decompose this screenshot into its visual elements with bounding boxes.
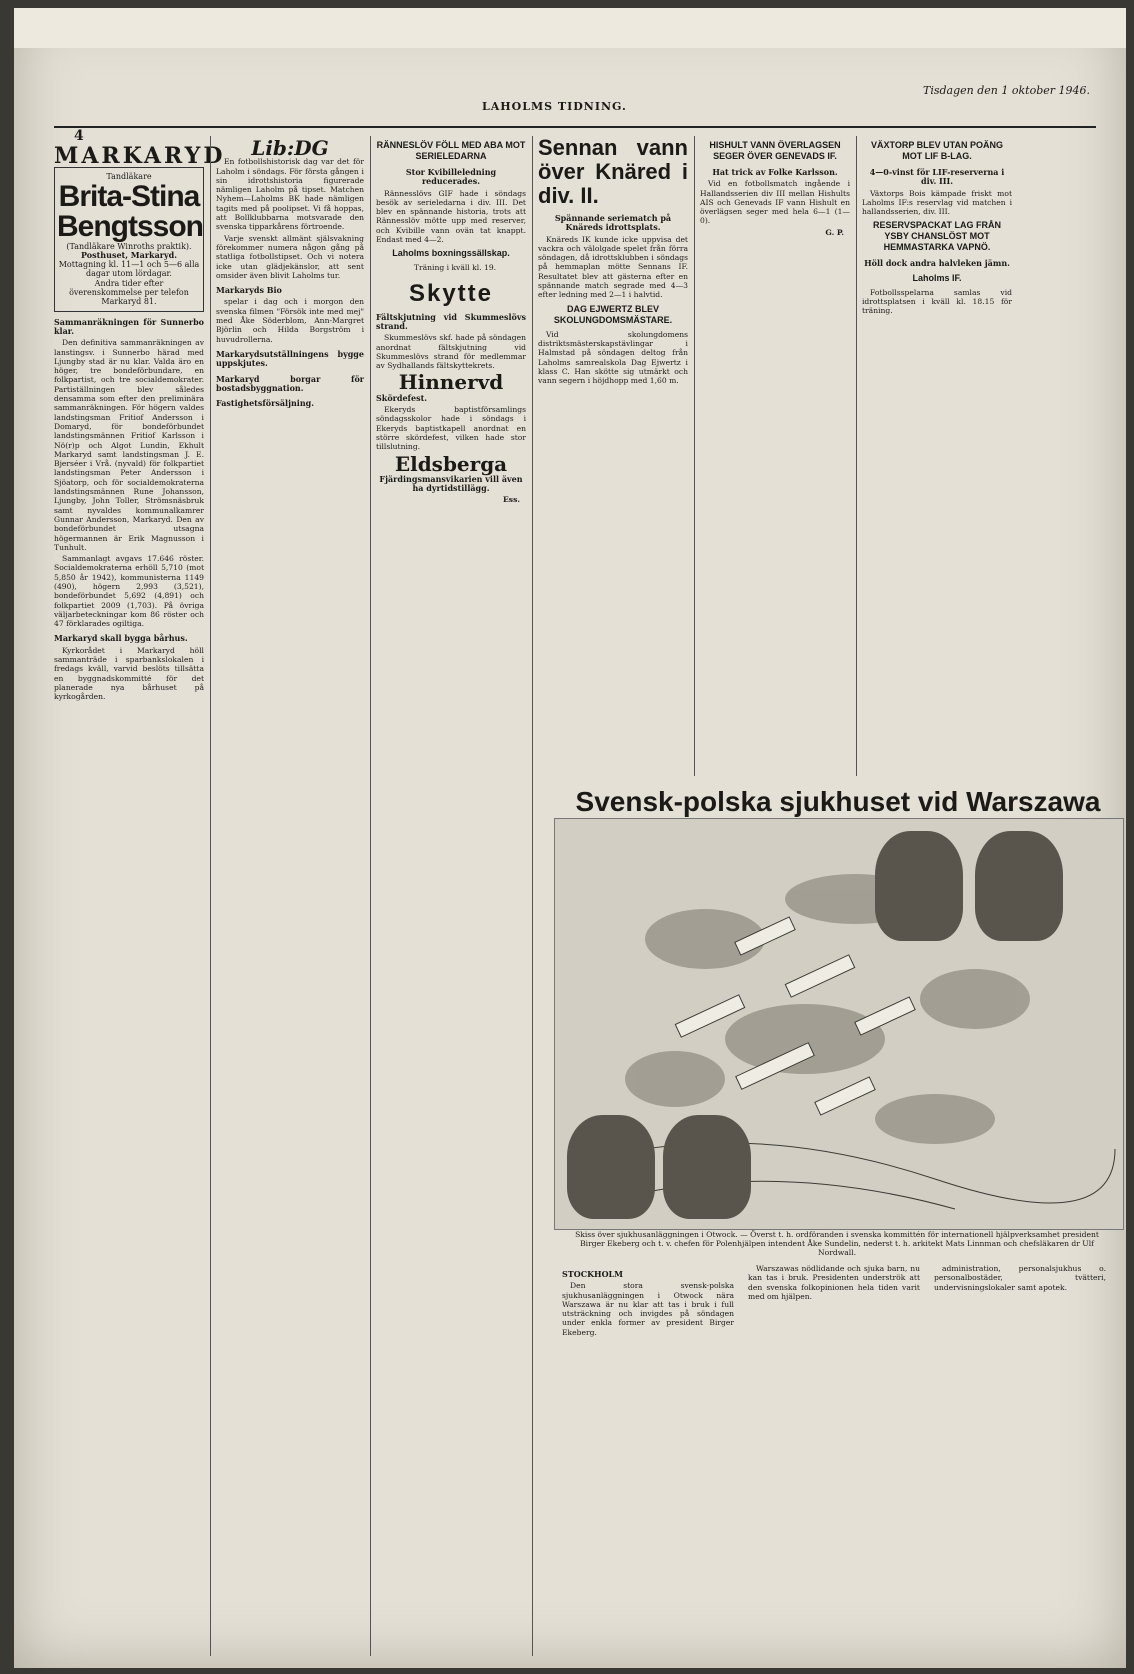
article-subheading: Fältskjutning vid Skummeslövs strand. bbox=[376, 311, 526, 331]
article-text: administration, personalsjukhus o. personalbostäder, tvätteri, undervisningslokaler samt apotek. bbox=[934, 1264, 1106, 1292]
column-rule bbox=[694, 136, 695, 776]
feature-column-1 bbox=[562, 1264, 734, 1644]
article-text: Knäreds IK kunde icke uppvisa det vackra och välolgade spelet från förra söndagen, då idrottsklubben i söndags på hemmaplan mötte Sennans IF. Resultatet blev att gästerna efter en spännande match segrade med 4—3 efter ledning med 2—1 i halvtid. bbox=[538, 234, 688, 300]
portrait-photo bbox=[663, 1115, 751, 1219]
column-dg bbox=[216, 136, 364, 1656]
section-title: MARKARYD bbox=[54, 143, 226, 169]
article-subheading: Skördefest. bbox=[376, 392, 428, 403]
article-text: Warszawas nödlidande och sjuka barn, nu kan tas i bruk. Presidenten underströk att den svenska folkopinionen hela tiden varit med om hjälpen. bbox=[748, 1264, 920, 1301]
article-subheading: Höll dock andra halvleken jämn. bbox=[864, 258, 1010, 269]
portrait-photo bbox=[875, 831, 963, 941]
ad-line-1: (Tandläkare Winroths praktik). bbox=[66, 241, 192, 251]
article-subheading: Stor Kvibilleledning reducerades. bbox=[405, 167, 497, 187]
ad-line-3: Mottagning kl. 11—1 och 5—6 alla dagar utom lördagar. bbox=[58, 260, 200, 279]
article-text: Träning i kväll kl. 19. bbox=[413, 263, 497, 273]
byline: Ess. bbox=[503, 495, 520, 505]
article-heading: HISHULT VANN ÖVERLAGSEN SEGER ÖVER GENEVADS IF. bbox=[709, 140, 841, 161]
column-vaxtorp bbox=[862, 136, 1012, 776]
article-headline: Sennan vann över Knäred i div. II. bbox=[538, 135, 688, 208]
section-eldsberga: Eldsberga bbox=[394, 451, 508, 476]
article-text: Kyrkorådet i Markaryd höll sammanträde i sparbankslokalen i fredags kväll, varvid beslöts tillsätta en byggnadskommitté för det planerade nya bårhuset på kyrkogården. bbox=[54, 645, 204, 702]
article-text: Sammanlagt avgavs 17.646 röster. Socialdemokraterna erhöll 5,710 (mot 5,850 år 1942), kommunisterna 1149 (490), högern 2,993 (3,521), bondeförbundet 5,692 (4,891) och folkpartiet 2009 (1,703). På övriga väljarbeteckningar kom 86 röster och 47 förklarades ogiltiga. bbox=[54, 554, 204, 629]
feature-column-3 bbox=[934, 1264, 1106, 1644]
article-subheading: 4—0-vinst för LIF-reserverna i div. III. bbox=[869, 167, 1005, 187]
column-sennan bbox=[538, 136, 688, 776]
column-sport bbox=[376, 136, 526, 1656]
dateline: STOCKHOLM bbox=[562, 1269, 624, 1279]
header-rule bbox=[54, 126, 1096, 128]
newspaper-page bbox=[14, 8, 1126, 1668]
masthead: LAHOLMS TIDNING. bbox=[482, 100, 627, 113]
ad-line-4: Andra tider efter överenskommelse per telefon Markaryd 81. bbox=[69, 278, 189, 307]
ad-name: Brita-Stina Bengtsson bbox=[57, 179, 204, 243]
portrait-photo bbox=[975, 831, 1063, 941]
article-text: Den stora svensk-polska sjukhusanläggningen i Otwock nära Warszawa är nu klar att tas i bruk i full utsträckning och invigdes på söndagen under enkla former av president Birger Ekeberg. bbox=[562, 1281, 734, 1337]
article-heading: Markaryds Bio bbox=[216, 285, 282, 296]
column-rule bbox=[370, 136, 371, 1656]
article-text: Vid skolungdomens distriktsmästerskapstävlingar i Halmstad på söndagen deltog från Laholms samrealskola Dag Ejwertz i klass C. Han skötte sig utmärkt och vann segern i höjdhopp med 1,60 m. bbox=[538, 329, 688, 386]
article-heading: Markarydsutställningens bygge uppskjutes. bbox=[216, 348, 364, 369]
article-heading: Sammanräkningen för Sunnerbo klar. bbox=[54, 316, 204, 336]
article-text: Varje svenskt allmänt själsvakning förekommer numera någon gång på statliga fotbollstipset. Och vi notera icke utan glädjekänslor, att sent omsider även blivit Laholms tur. bbox=[216, 233, 364, 280]
column-hishult bbox=[700, 136, 850, 776]
column-rule bbox=[210, 136, 211, 1656]
article-heading: Laholms boxningssällskap. bbox=[392, 248, 510, 259]
article-heading: RÄNNESLÖV FÖLL MED ABA MOT SERIELEDARNA bbox=[376, 140, 526, 161]
article-heading: RESERVSPACKAT LAG FRÅN YSBY CHANSLÖST MOT HEMMASTARKA VAPNÖ. bbox=[872, 220, 1001, 253]
article-text: En fotbollshistorisk dag var det för Laholm i söndags. För första gången i sin idrottshistoria figurerade nämligen Laholm på tipset. Matchen Nyhem—Laholms BK hade nämligen tagits med på poolipset. Vi få hoppas, att Bollklubbarna motsvarade den svenska tipparkårens förtroende. bbox=[216, 157, 364, 232]
article-subheading: Hat trick av Folke Karlsson. bbox=[712, 167, 838, 177]
article-text: Växtorps Bois kämpade friskt mot Laholms IF:s reservlag vid matchen i hallandsserien, div. III. bbox=[862, 188, 1012, 217]
torn-top-edge bbox=[14, 8, 1126, 48]
advertisement-dentist bbox=[54, 167, 204, 311]
column-rule bbox=[532, 136, 533, 1656]
section-hinnervd: Hinnervd bbox=[398, 370, 504, 395]
article-heading: Markaryd skall bygga bårhus. bbox=[54, 633, 188, 644]
article-heading: Laholms IF. bbox=[912, 272, 962, 283]
article-subheading: Spännande seriematch på Knäreds idrottsplats. bbox=[554, 213, 672, 233]
article-heading: VÄXTORP BLEV UTAN POÄNG MOT LIF B-LAG. bbox=[870, 140, 1004, 161]
article-text: Den definitiva sammanräkningen av lanstingsv. i Sunnerbo härad med Ljungby stad är nu klar. Valda äro en höger, tre bondeförbundare, en folkpartist, och tre socialdemokrater. Partiställningen blev således densamma som efter den preliminära sammanräkningen. För högern valdes landstingsman Fritiof Andersson i Domaryd, för bondeförbundet landstingsmännen Fritiof Karlsson i Nö(r)p och Algot Lundin, Ekhult Markaryd samt landstingsman J. E. Bjerséer i Vrå. (nyvald) för folkpartiet landstingsman Peter Andersson i Sjöatorp, och för socialdemokraterna landstingsmännen Rune Johansson, Ljungby, John Toller, Strömsnäsbruk samt nyvaldes kommunalkamrer Gunnar Andersson, Markaryd. Den av bondeförbundet utsagna högermannen är Erik Magnusson i Tunhult. bbox=[54, 338, 204, 552]
article-heading: Markaryd borgar för bostadsbyggnation. bbox=[216, 373, 364, 393]
byline: G. P. bbox=[825, 227, 844, 237]
dg-logo: Lib:DG bbox=[251, 136, 329, 160]
article-text: Skummeslövs skf. hade på söndagen anordnat fältskjutning vid Skummeslövs strand för medlemmar av Sydhallands fältskyttekrets. bbox=[376, 333, 526, 371]
column-markaryd bbox=[54, 136, 226, 1656]
portrait-photo bbox=[567, 1115, 655, 1219]
feature-column-2 bbox=[748, 1264, 920, 1644]
page-date: Tisdagen den 1 oktober 1946. bbox=[923, 84, 1090, 97]
page-number: 4 bbox=[74, 128, 84, 144]
article-text: Vid en fotbollsmatch ingående i Hallandsserien div III mellan Hishults AIS och Genevads IF vann Hishult en överlägsen seger med hela 6—1 (1—0). bbox=[700, 179, 850, 226]
article-subheading: Fjärdingsmansvikarien vill även ha dyrtidstillägg. bbox=[379, 473, 523, 494]
ad-line-2: Posthuset, Markaryd. bbox=[80, 249, 178, 260]
article-heading: Fastighetsförsäljning. bbox=[216, 398, 315, 409]
article-text: Ekeryds baptistförsamlings söndagsskolor hade i söndags i Ekeryds baptistkapell anordnat en större skördefest, vilken hade stor tillslutning. bbox=[376, 405, 526, 452]
photo-caption: Skiss över sjukhusanläggningen i Otwock. — Överst t. h. ordföranden i svenska kommittén för internationell hjälpverksamhet president Birger Ekeberg och t. v. chefen för Polenhjälpen intendent Åke Sundelin, nederst t. h. arkitekt Mats Linnman och chefsläkaren dr Ulf Nordwall. bbox=[575, 1230, 1099, 1257]
hospital-sketch-image bbox=[554, 818, 1124, 1230]
article-heading: DAG EJWERTZ BLEV SKOLUNGDOMSMÄSTARE. bbox=[553, 303, 673, 325]
column-rule bbox=[856, 136, 857, 776]
ad-top: Tandläkare bbox=[106, 172, 152, 182]
article-text: spelar i dag och i morgon den svenska filmen "Försök inte med mej" med Åke Söderblom, Ann-Margret Björlin och Hilda Borgström i huvudrollerna. bbox=[216, 297, 364, 344]
article-text: Rännesslövs GIF hade i söndags besök av serieledarna i div. III. Det blev en spännande historia, trots att Rännesslöv mötte upp med reserver, och Kvibille vann ovän tat knappt. Endast med 4—2. bbox=[376, 188, 526, 245]
feature-headline: Svensk-polska sjukhuset vid Warszawa bbox=[575, 786, 1101, 817]
article-text: Fotbollsspelarna samlas vid idrottsplatsen i kväll kl. 18.15 för träning. bbox=[862, 287, 1012, 316]
section-skytte: Skytte bbox=[408, 279, 494, 307]
